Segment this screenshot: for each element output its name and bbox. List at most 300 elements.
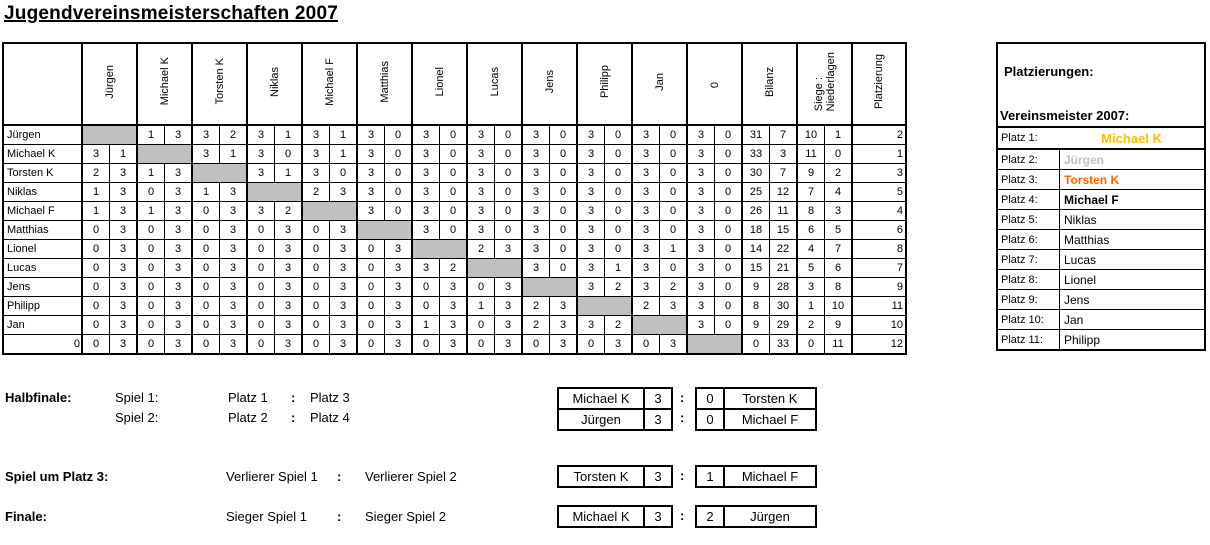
matrix-score-against-cell: 3 bbox=[440, 316, 468, 335]
matrix-score-for-cell: 3 bbox=[577, 145, 605, 164]
matrix-score-against-cell: 3 bbox=[330, 259, 358, 278]
result-home-name: Michael K bbox=[558, 506, 644, 527]
matrix-score-for-cell: 0 bbox=[82, 297, 110, 316]
matrix-score-against-cell: 3 bbox=[165, 125, 193, 145]
matrix-score-for-cell: 1 bbox=[82, 202, 110, 221]
matrix-score-against-cell: 0 bbox=[715, 221, 743, 240]
rank-name: Michael F bbox=[1064, 192, 1119, 207]
matrix-row bbox=[3, 125, 906, 145]
matrix-score-against-cell: 0 bbox=[605, 145, 633, 164]
result-row bbox=[558, 466, 672, 487]
rank-row bbox=[998, 210, 1204, 230]
matrix-score-for-cell: 0 bbox=[467, 316, 495, 335]
matrix-score-against-cell: 0 bbox=[385, 145, 413, 164]
matrix-score-against-cell: 3 bbox=[385, 316, 413, 335]
matrix-score-against-cell: 0 bbox=[550, 183, 578, 202]
matrix-score-for-cell: 3 bbox=[687, 202, 715, 221]
matrix-score-against-cell: 3 bbox=[660, 297, 688, 316]
matrix-score-for-cell: 0 bbox=[412, 278, 440, 297]
matrix-score-against-cell: 0 bbox=[550, 240, 578, 259]
matrix-score-for-cell: 3 bbox=[632, 221, 660, 240]
matrix-score-against-cell: 3 bbox=[385, 240, 413, 259]
rank-label: Platz 3: bbox=[998, 170, 1060, 189]
matrix-score-against-cell: 0 bbox=[385, 125, 413, 145]
matrix-score-against-cell: 3 bbox=[550, 297, 578, 316]
matrix-score-for-cell: 3 bbox=[632, 202, 660, 221]
matrix-platzierung-cell: 3 bbox=[852, 164, 906, 183]
matrix-score-against-cell: 1 bbox=[275, 164, 303, 183]
matrix-col-header bbox=[467, 43, 522, 125]
spiel1-label: Spiel 1: bbox=[115, 390, 159, 405]
matrix-score-for-cell: 0 bbox=[577, 335, 605, 355]
result-row bbox=[696, 466, 816, 487]
matrix-score-against-cell: 3 bbox=[330, 221, 358, 240]
matrix-score-against-cell: 0 bbox=[660, 221, 688, 240]
matrix-row bbox=[3, 278, 906, 297]
matrix-score-for-cell: 3 bbox=[687, 164, 715, 183]
matrix-siege-cell: 10 bbox=[797, 125, 825, 145]
spiel2-away-seed: Platz 4 bbox=[310, 410, 350, 425]
matrix-score-for-cell: 0 bbox=[247, 335, 275, 355]
niederlagen-header-label: Niederlagen bbox=[824, 51, 837, 112]
matrix-score-against-cell: 3 bbox=[275, 278, 303, 297]
matrix-col-header bbox=[522, 43, 577, 125]
matrix-siege-header bbox=[797, 43, 852, 125]
platz3-away-seed: Verlierer Spiel 2 bbox=[365, 469, 457, 484]
matrix-col-header-label: Lucas bbox=[488, 66, 501, 97]
matrix-score-for-cell: 0 bbox=[357, 278, 385, 297]
matrix-score-for-cell: 2 bbox=[302, 183, 330, 202]
matrix-row-label: Philipp bbox=[3, 297, 82, 316]
matrix-score-against-cell: 0 bbox=[660, 125, 688, 145]
matrix-score-for-cell: 0 bbox=[357, 297, 385, 316]
matrix-score-for-cell: 3 bbox=[687, 297, 715, 316]
result-colon: : bbox=[680, 410, 685, 425]
matrix-score-against-cell: 3 bbox=[330, 297, 358, 316]
matrix-score-against-cell: 0 bbox=[275, 145, 303, 164]
rank-row bbox=[998, 250, 1204, 270]
matrix-score-against-cell: 3 bbox=[165, 183, 193, 202]
rank-name: Michael K bbox=[1101, 130, 1162, 146]
matrix-score-for-cell: 3 bbox=[357, 164, 385, 183]
matrix-col-header bbox=[82, 43, 137, 125]
rank-row bbox=[998, 330, 1204, 349]
matrix-score-for-cell: 0 bbox=[137, 221, 165, 240]
matrix-niederlagen-cell: 6 bbox=[825, 259, 853, 278]
matrix-row bbox=[3, 259, 906, 278]
platz3-seed-colon: : bbox=[337, 469, 342, 484]
matrix-score-for-cell: 3 bbox=[687, 240, 715, 259]
rank-name: Matthias bbox=[1064, 232, 1110, 247]
matrix-score-against-cell: 0 bbox=[330, 164, 358, 183]
matrix-score-for-cell: 3 bbox=[632, 125, 660, 145]
matrix-bilanz-against-cell: 21 bbox=[770, 259, 798, 278]
matrix-score-against-cell: 3 bbox=[550, 316, 578, 335]
result-home-score: 3 bbox=[644, 466, 672, 487]
matrix-bilanz-for-cell: 33 bbox=[742, 145, 770, 164]
matrix-score-for-cell: 3 bbox=[632, 259, 660, 278]
matrix-bilanz-against-cell: 3 bbox=[770, 145, 798, 164]
matrix-bilanz-against-cell: 33 bbox=[770, 335, 798, 355]
matrix-bilanz-for-cell: 0 bbox=[742, 335, 770, 355]
matrix-score-against-cell: 3 bbox=[385, 297, 413, 316]
finale-result-home-box bbox=[557, 505, 673, 528]
matrix-score-for-cell: 0 bbox=[412, 297, 440, 316]
matrix-score-for-cell: 0 bbox=[247, 221, 275, 240]
matrix-score-against-cell: 0 bbox=[605, 125, 633, 145]
matrix-row-label: Torsten K bbox=[3, 164, 82, 183]
matrix-score-for-cell: 0 bbox=[522, 335, 550, 355]
matrix-score-for-cell: 3 bbox=[467, 183, 495, 202]
matrix-score-against-cell: 0 bbox=[715, 125, 743, 145]
halbfinale-results-away-box bbox=[695, 387, 817, 431]
result-away-score: 0 bbox=[696, 409, 724, 430]
result-row bbox=[558, 409, 672, 430]
matrix-score-against-cell: 3 bbox=[165, 297, 193, 316]
rank-row bbox=[998, 270, 1204, 290]
matrix-score-against-cell: 3 bbox=[330, 183, 358, 202]
matrix-score-against-cell: 3 bbox=[605, 335, 633, 355]
matrix-score-against-cell: 3 bbox=[440, 278, 468, 297]
spiel1-away-seed: Platz 3 bbox=[310, 390, 350, 405]
matrix-score-for-cell: 3 bbox=[577, 202, 605, 221]
matrix-score-against-cell: 0 bbox=[495, 164, 523, 183]
matrix-score-against-cell: 3 bbox=[330, 278, 358, 297]
matrix-row-label: Niklas bbox=[3, 183, 82, 202]
matrix-score-for-cell: 3 bbox=[467, 164, 495, 183]
rank-label: Platz 5: bbox=[998, 210, 1060, 229]
spiel1-seed-colon: : bbox=[291, 390, 296, 405]
rank-name: Lucas bbox=[1064, 252, 1097, 267]
matrix-self-cell bbox=[357, 221, 412, 240]
matrix-score-against-cell: 3 bbox=[110, 259, 138, 278]
rank-label: Platz 6: bbox=[998, 230, 1060, 249]
matrix-score-for-cell: 0 bbox=[302, 278, 330, 297]
matrix-niederlagen-cell: 0 bbox=[825, 145, 853, 164]
matrix-self-cell bbox=[192, 164, 247, 183]
rank-row bbox=[998, 150, 1204, 170]
matrix-row-label: Jens bbox=[3, 278, 82, 297]
matrix-score-for-cell: 3 bbox=[577, 183, 605, 202]
matrix-score-against-cell: 3 bbox=[165, 240, 193, 259]
matrix-score-for-cell: 0 bbox=[137, 240, 165, 259]
matrix-score-against-cell: 3 bbox=[110, 221, 138, 240]
matrix-score-for-cell: 0 bbox=[82, 278, 110, 297]
matrix-niederlagen-cell: 3 bbox=[825, 202, 853, 221]
matrix-score-for-cell: 3 bbox=[687, 145, 715, 164]
matrix-bilanz-for-cell: 9 bbox=[742, 316, 770, 335]
matrix-score-for-cell: 3 bbox=[522, 145, 550, 164]
rank-name: Jens bbox=[1064, 292, 1090, 307]
matrix-score-against-cell: 3 bbox=[550, 335, 578, 355]
matrix-bilanz-for-cell: 15 bbox=[742, 259, 770, 278]
matrix-score-for-cell: 0 bbox=[357, 259, 385, 278]
matrix-score-for-cell: 3 bbox=[247, 145, 275, 164]
matrix-col-header-label: Niklas bbox=[268, 66, 281, 97]
matrix-self-cell bbox=[467, 259, 522, 278]
matrix-score-for-cell: 1 bbox=[192, 183, 220, 202]
matrix-score-for-cell: 3 bbox=[577, 221, 605, 240]
matrix-siege-cell: 6 bbox=[797, 221, 825, 240]
matrix-platzierung-cell: 5 bbox=[852, 183, 906, 202]
matrix-score-for-cell: 3 bbox=[632, 145, 660, 164]
matrix-score-against-cell: 0 bbox=[660, 259, 688, 278]
matrix-col-header-label: Torsten K bbox=[213, 58, 226, 105]
bilanz-header-label: Bilanz bbox=[763, 66, 776, 97]
matrix-score-against-cell: 0 bbox=[550, 259, 578, 278]
matrix-score-against-cell: 3 bbox=[275, 221, 303, 240]
matrix-row bbox=[3, 240, 906, 259]
platz3-result-home-box bbox=[557, 465, 673, 488]
matrix-score-against-cell: 0 bbox=[495, 145, 523, 164]
matrix-score-for-cell: 0 bbox=[247, 259, 275, 278]
result-colon: : bbox=[680, 468, 685, 483]
matrix-score-for-cell: 0 bbox=[467, 335, 495, 355]
matrix-score-against-cell: 3 bbox=[440, 297, 468, 316]
matrix-score-for-cell: 3 bbox=[687, 278, 715, 297]
matrix-score-against-cell: 1 bbox=[220, 145, 248, 164]
matrix-platzierung-cell: 1 bbox=[852, 145, 906, 164]
matrix-score-against-cell: 3 bbox=[330, 335, 358, 355]
matrix-score-for-cell: 3 bbox=[302, 125, 330, 145]
matrix-score-against-cell: 0 bbox=[605, 240, 633, 259]
matrix-score-for-cell: 3 bbox=[192, 125, 220, 145]
matrix-score-for-cell: 3 bbox=[632, 278, 660, 297]
matrix-score-for-cell: 2 bbox=[82, 164, 110, 183]
matrix-score-against-cell: 3 bbox=[660, 335, 688, 355]
matrix-score-against-cell: 0 bbox=[715, 183, 743, 202]
matrix-bilanz-against-cell: 11 bbox=[770, 202, 798, 221]
matrix-siege-cell: 8 bbox=[797, 202, 825, 221]
matrix-score-against-cell: 3 bbox=[275, 297, 303, 316]
matrix-self-cell bbox=[577, 297, 632, 316]
matrix-score-for-cell: 3 bbox=[577, 278, 605, 297]
result-colon: : bbox=[680, 390, 685, 405]
matrix-col-header bbox=[192, 43, 247, 125]
matrix-row-label: Lucas bbox=[3, 259, 82, 278]
matrix-score-for-cell: 2 bbox=[467, 240, 495, 259]
matrix-row-label: Michael K bbox=[3, 145, 82, 164]
matrix-row bbox=[3, 316, 906, 335]
matrix-score-against-cell: 0 bbox=[550, 145, 578, 164]
matrix-score-for-cell: 3 bbox=[357, 125, 385, 145]
spiel2-label: Spiel 2: bbox=[115, 410, 159, 425]
matrix-score-for-cell: 0 bbox=[247, 278, 275, 297]
matrix-score-against-cell: 0 bbox=[440, 145, 468, 164]
matrix-score-against-cell: 0 bbox=[605, 221, 633, 240]
matrix-score-against-cell: 1 bbox=[330, 145, 358, 164]
result-home-score: 3 bbox=[644, 388, 672, 409]
matrix-score-against-cell: 2 bbox=[605, 316, 633, 335]
matrix-score-for-cell: 0 bbox=[82, 221, 110, 240]
matrix-col-header bbox=[137, 43, 192, 125]
result-away-name: Torsten K bbox=[724, 388, 816, 409]
matrix-score-against-cell: 0 bbox=[715, 145, 743, 164]
matrix-score-against-cell: 3 bbox=[165, 202, 193, 221]
matrix-score-against-cell: 0 bbox=[440, 221, 468, 240]
result-away-name: Michael F bbox=[724, 409, 816, 430]
matrix-score-against-cell: 0 bbox=[385, 164, 413, 183]
platz3-label: Spiel um Platz 3: bbox=[5, 469, 109, 484]
matrix-platzierung-cell: 8 bbox=[852, 240, 906, 259]
matrix-score-against-cell: 2 bbox=[275, 202, 303, 221]
matrix-score-against-cell: 0 bbox=[495, 125, 523, 145]
matrix-col-header bbox=[687, 43, 742, 125]
matrix-score-for-cell: 1 bbox=[467, 297, 495, 316]
matrix-score-against-cell: 2 bbox=[605, 278, 633, 297]
matrix-platzierung-cell: 12 bbox=[852, 335, 906, 355]
matrix-score-for-cell: 0 bbox=[82, 240, 110, 259]
matrix-niederlagen-cell: 10 bbox=[825, 297, 853, 316]
rank-label: Platz 10: bbox=[998, 310, 1060, 329]
matrix-row bbox=[3, 164, 906, 183]
matrix-score-for-cell: 3 bbox=[577, 259, 605, 278]
matrix-niederlagen-cell: 5 bbox=[825, 221, 853, 240]
matrix-score-against-cell: 0 bbox=[660, 145, 688, 164]
matrix-score-against-cell: 0 bbox=[715, 240, 743, 259]
matrix-score-for-cell: 0 bbox=[192, 221, 220, 240]
matrix-score-against-cell: 3 bbox=[110, 335, 138, 355]
matrix-score-for-cell: 0 bbox=[247, 297, 275, 316]
matrix-score-against-cell: 0 bbox=[605, 164, 633, 183]
matrix-score-for-cell: 0 bbox=[137, 183, 165, 202]
rank-row bbox=[998, 190, 1204, 210]
matrix-score-for-cell: 3 bbox=[522, 259, 550, 278]
halbfinale-label: Halbfinale: bbox=[5, 390, 72, 405]
matrix-score-against-cell: 0 bbox=[660, 202, 688, 221]
matrix-score-for-cell: 3 bbox=[467, 145, 495, 164]
matrix-score-against-cell: 0 bbox=[440, 183, 468, 202]
matrix-score-against-cell: 3 bbox=[220, 278, 248, 297]
matrix-score-for-cell: 0 bbox=[192, 278, 220, 297]
matrix-bilanz-for-cell: 14 bbox=[742, 240, 770, 259]
result-row bbox=[696, 388, 816, 409]
result-row bbox=[558, 388, 672, 409]
matrix-score-for-cell: 3 bbox=[412, 125, 440, 145]
matrix-score-against-cell: 3 bbox=[165, 259, 193, 278]
matrix-col-header-label: Jürgen bbox=[103, 64, 116, 99]
matrix-score-for-cell: 3 bbox=[467, 125, 495, 145]
matrix-col-header-label: Michael K bbox=[158, 57, 171, 106]
matrix-platzierung-cell: 6 bbox=[852, 221, 906, 240]
result-home-score: 3 bbox=[644, 409, 672, 430]
matrix-score-for-cell: 3 bbox=[412, 221, 440, 240]
result-away-score: 0 bbox=[696, 388, 724, 409]
matrix-score-against-cell: 1 bbox=[330, 125, 358, 145]
rank-row bbox=[998, 290, 1204, 310]
spiel2-home-seed: Platz 2 bbox=[228, 410, 268, 425]
matrix-col-header bbox=[302, 43, 357, 125]
matrix-score-against-cell: 0 bbox=[550, 125, 578, 145]
matrix-col-header-label: Matthias bbox=[378, 60, 391, 103]
matrix-score-against-cell: 3 bbox=[275, 316, 303, 335]
matrix-self-cell bbox=[82, 125, 137, 145]
matrix-score-for-cell: 2 bbox=[522, 316, 550, 335]
matrix-score-against-cell: 0 bbox=[715, 259, 743, 278]
matrix-score-for-cell: 0 bbox=[137, 278, 165, 297]
matrix-score-against-cell: 3 bbox=[110, 278, 138, 297]
matrix-score-against-cell: 0 bbox=[440, 125, 468, 145]
matrix-score-for-cell: 3 bbox=[412, 164, 440, 183]
matrix-score-for-cell: 3 bbox=[522, 202, 550, 221]
matrix-score-for-cell: 3 bbox=[357, 183, 385, 202]
spiel1-home-seed: Platz 1 bbox=[228, 390, 268, 405]
matrix-score-against-cell: 3 bbox=[165, 221, 193, 240]
matrix-score-against-cell: 3 bbox=[110, 202, 138, 221]
rankings-subheading: Vereinsmeister 2007: bbox=[1000, 108, 1130, 123]
matrix-platzierung-cell: 4 bbox=[852, 202, 906, 221]
matrix-score-against-cell: 0 bbox=[715, 278, 743, 297]
matrix-score-against-cell: 3 bbox=[495, 316, 523, 335]
matrix-score-against-cell: 3 bbox=[495, 240, 523, 259]
matrix-score-for-cell: 0 bbox=[137, 297, 165, 316]
matrix-row bbox=[3, 221, 906, 240]
matrix-score-for-cell: 0 bbox=[192, 316, 220, 335]
result-row bbox=[696, 409, 816, 430]
matrix-score-for-cell: 3 bbox=[577, 240, 605, 259]
matrix-bilanz-for-cell: 18 bbox=[742, 221, 770, 240]
matrix-self-cell bbox=[247, 183, 302, 202]
matrix-score-for-cell: 0 bbox=[192, 202, 220, 221]
matrix-score-for-cell: 0 bbox=[192, 259, 220, 278]
rank-label: Platz 7: bbox=[998, 250, 1060, 269]
matrix-score-for-cell: 3 bbox=[302, 164, 330, 183]
rank-label: Platz 4: bbox=[998, 190, 1060, 209]
matrix-bilanz-against-cell: 22 bbox=[770, 240, 798, 259]
platz3-result-away-box bbox=[695, 465, 817, 488]
rank-name: Lionel bbox=[1064, 272, 1097, 287]
matrix-score-for-cell: 1 bbox=[137, 202, 165, 221]
matrix-score-for-cell: 0 bbox=[247, 240, 275, 259]
matrix-score-for-cell: 1 bbox=[82, 183, 110, 202]
matrix-self-cell bbox=[687, 335, 742, 355]
matrix-score-against-cell: 3 bbox=[330, 240, 358, 259]
matrix-bilanz-for-cell: 31 bbox=[742, 125, 770, 145]
matrix-bilanz-for-cell: 26 bbox=[742, 202, 770, 221]
matrix-score-against-cell: 0 bbox=[715, 297, 743, 316]
matrix-score-against-cell: 3 bbox=[220, 183, 248, 202]
siege-header-label: Siege : bbox=[812, 76, 825, 112]
matrix-score-against-cell: 0 bbox=[495, 221, 523, 240]
rank-row bbox=[998, 310, 1204, 330]
matrix-score-against-cell: 3 bbox=[495, 278, 523, 297]
matrix-score-against-cell: 0 bbox=[550, 202, 578, 221]
matrix-niederlagen-cell: 2 bbox=[825, 164, 853, 183]
matrix-score-for-cell: 0 bbox=[82, 259, 110, 278]
matrix-score-for-cell: 3 bbox=[357, 145, 385, 164]
matrix-self-cell bbox=[632, 316, 687, 335]
rank-label: Platz 8: bbox=[998, 270, 1060, 289]
matrix-score-against-cell: 3 bbox=[165, 335, 193, 355]
matrix-score-for-cell: 3 bbox=[412, 183, 440, 202]
rankings-heading: Platzierungen: bbox=[1004, 64, 1094, 79]
rank-row bbox=[998, 170, 1204, 190]
matrix-self-cell bbox=[302, 202, 357, 221]
rankings-header bbox=[998, 44, 1204, 128]
matrix-score-for-cell: 2 bbox=[632, 297, 660, 316]
matrix-score-for-cell: 0 bbox=[412, 335, 440, 355]
matrix-score-against-cell: 0 bbox=[495, 183, 523, 202]
matrix-col-header-label: 0 bbox=[708, 81, 721, 88]
matrix-score-for-cell: 0 bbox=[82, 316, 110, 335]
matrix-score-for-cell: 3 bbox=[522, 240, 550, 259]
matrix-score-against-cell: 0 bbox=[440, 202, 468, 221]
matrix-score-against-cell: 0 bbox=[660, 183, 688, 202]
matrix-score-for-cell: 0 bbox=[357, 335, 385, 355]
result-home-name: Torsten K bbox=[558, 466, 644, 487]
matrix-score-for-cell: 3 bbox=[302, 145, 330, 164]
matrix-bilanz-against-cell: 7 bbox=[770, 164, 798, 183]
